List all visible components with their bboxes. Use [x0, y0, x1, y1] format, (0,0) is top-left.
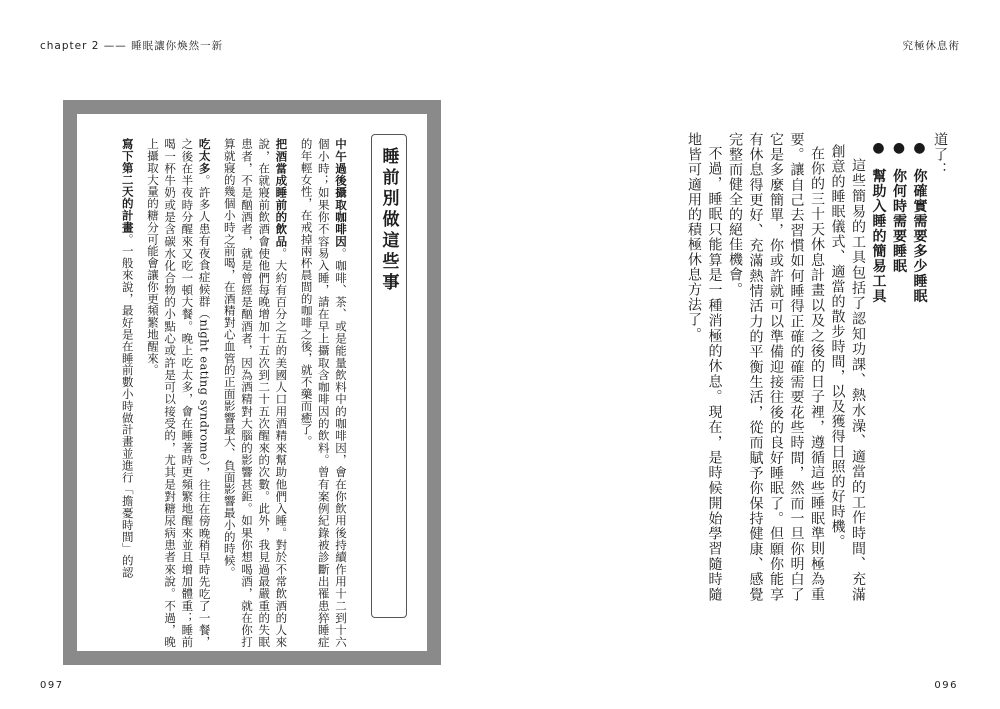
sidebar-heading: 中午過後攝取咖啡因: [334, 138, 348, 248]
body-paragraph-1: 這些簡易的工具包括了認知功課、熱水澡、適當的工作時間、充滿創意的睡眠儀式、適當的散步時間，以及獲得日照的好時機。: [829, 144, 866, 602]
page-number-right: 096: [934, 680, 958, 691]
sidebar-box: [63, 100, 441, 665]
sidebar-title-frame: [371, 134, 407, 618]
bullet-label: 你何時需要睡眠: [891, 168, 907, 274]
sidebar-heading: 寫下第二天的計畫: [120, 138, 135, 234]
bullet-dot-icon: ●: [870, 140, 887, 157]
main-text: [686, 132, 950, 602]
running-header-left: chapter 2 —— 睡眠讓你煥然一新: [40, 40, 224, 52]
intro-line: 道了：: [932, 132, 948, 177]
sidebar-body: 。大約有百分之五的美國人口用酒精來幫助他們入睡。對於不常飲酒的人來說，在就寢前飲酒會使他們每晚增加十五次到二十五次醒來的次數。此外，我見過最嚴重的失眠患者，不是酗酒者，就是曾經是酗酒者，因為酒精對大腦的影響甚鉅。如果你想喝酒，就在你打算就寢的幾個小時之前喝，在酒精對心血管的正面影響最大、負面影響最小的時候。: [222, 138, 289, 648]
bullet-label: 你確實需要多少睡眠: [911, 168, 928, 304]
sidebar-heading: 把酒當成睡前的飲品: [274, 138, 289, 248]
sidebar-paragraph-1: [297, 138, 349, 648]
bullet-item-1: [909, 140, 930, 602]
sidebar-paragraph-2: [221, 138, 290, 648]
bullet-item-3: [868, 140, 889, 602]
running-header-right: 究極休息術: [902, 40, 960, 52]
bullet-item-2: [889, 140, 910, 602]
sidebar-body: 。咖啡、茶、或是能量飲料中的咖啡因，會在你飲用後持續作用十二到十六個小時；如果你不容易入睡，請在早上攝取含咖啡因的飲料。曾有案例紀錄被診斷出罹患猝睡症的年輕女性，在戒掉兩杯晨間的咖啡之後，就不藥而癒了。: [299, 138, 348, 648]
bullet-dot-icon: ●: [891, 140, 907, 157]
sidebar-paragraph-3: [144, 138, 213, 648]
bullet-label: 幫助入睡的簡易工具: [870, 168, 887, 304]
body-paragraph-3: 不過，睡眠只能算是一種消極的休息。現在，是時候開始學習隨時隨地皆可適用的積極休息方法了。: [686, 132, 723, 602]
sidebar-text: [69, 138, 349, 648]
bullet-dot-icon: ●: [911, 140, 928, 157]
page-number-left: 097: [40, 680, 64, 691]
sidebar-title: 睡前別做這些事: [378, 147, 399, 294]
body-paragraph-2: 在你的三十天休息計畫以及之後的日子裡，遵循這些睡眠準則極為重要。讓自己去習慣如何睡得正確的確需要花些時間，然而一旦你明白了它是多麼簡單，你或許就可以準備迎接往後的良好睡眠了。但願你能享有休息得更好、充滿熱情活力的平衡生活，從而賦予你保持健康、感覺完整而健全的絕佳機會。: [727, 132, 825, 602]
sidebar-paragraph-4: [119, 138, 136, 648]
sidebar-heading: 吃太多: [197, 138, 212, 175]
sidebar-body: 。許多人患有夜食症候群（night eating syndrome），往往在傍晚稍早時先吃了一餐，之後在半夜時分醒來又吃一頓大餐。晚上吃太多，會在睡著時更頻繁地醒來並且增加體重；睡前喝一杯牛奶或是含碳水化合物的小點心或許是可以接受的，尤其是對糖尿病患者來說。不過，晚上攝取大量的糖分可能會讓你更頻繁地醒來。: [145, 138, 212, 648]
sidebar-body: 。一般來說，最好是在睡前數小時做計畫並進行「擔憂時間」的認: [120, 233, 135, 579]
